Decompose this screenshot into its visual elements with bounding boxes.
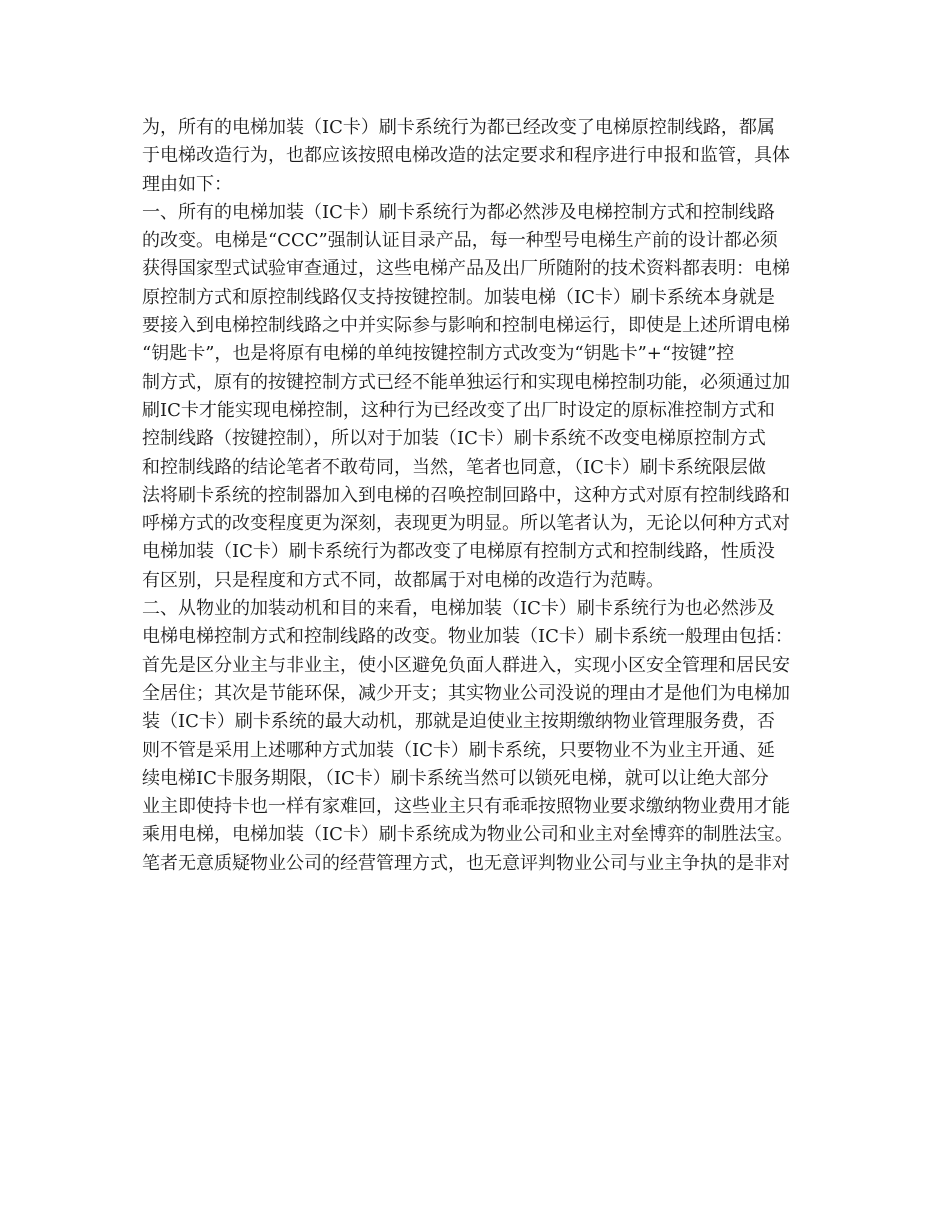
text-line: 原控制方式和原控制线路仅支持按键控制。加装电梯（IC卡）刷卡系统本身就是 xyxy=(142,286,775,308)
text-line: 要接入到电梯控制线路之中并实际参与影响和控制电梯运行，即使是上述所谓电梯 xyxy=(142,315,790,337)
text-line: 获得国家型式试验审查通过，这些电梯产品及出厂所随附的技术资料都表明：电梯 xyxy=(142,258,790,280)
text-line: 业主即使持卡也一样有家难回，这些业主只有乖乖按照物业要求缴纳物业费用才能 xyxy=(142,796,790,818)
text-line: 二、从物业的加装动机和目的来看，电梯加装（IC卡）刷卡系统行为也必然涉及 xyxy=(142,598,775,620)
document-body xyxy=(142,114,822,878)
text-line: 则不管是采用上述哪种方式加装（IC卡）刷卡系统，只要物业不为业主开通、延 xyxy=(142,739,775,761)
text-line: 续电梯IC卡服务期限，（IC卡）刷卡系统当然可以锁死电梯，就可以让绝大部分 xyxy=(142,767,769,789)
text-line: 电梯电梯控制方式和控制线路的改变。物业加装（IC卡）刷卡系统一般理由包括： xyxy=(142,626,793,648)
text-line: 笔者无意质疑物业公司的经营管理方式，也无意评判物业公司与业主争执的是非对 xyxy=(142,852,790,874)
text-line: “钥匙卡”，也是将原有电梯的单纯按键控制方式改变为“钥匙卡”+“按键”控 xyxy=(142,343,735,365)
text-line: 控制线路（按键控制），所以对于加装（IC卡）刷卡系统不改变电梯原控制方式 xyxy=(142,428,766,450)
text-line: 理由如下： xyxy=(142,173,232,195)
text-line: 和控制线路的结论笔者不敢苟同，当然，笔者也同意，（IC卡）刷卡系统限层做 xyxy=(142,456,766,478)
text-line: 电梯加装（IC卡）刷卡系统行为都改变了电梯原有控制方式和控制线路，性质没 xyxy=(142,541,775,563)
text-line: 于电梯改造行为，也都应该按照电梯改造的法定要求和程序进行申报和监管，具体 xyxy=(142,145,790,167)
text-line: 法将刷卡系统的控制器加入到电梯的召唤控制回路中，这种方式对原有控制线路和 xyxy=(142,484,790,506)
text-line: 刷IC卡才能实现电梯控制，这种行为已经改变了出厂时设定的原标准控制方式和 xyxy=(142,399,775,421)
text-line: 首先是区分业主与非业主，使小区避免负面人群进入，实现小区安全管理和居民安 xyxy=(142,654,790,676)
text-line: 呼梯方式的改变程度更为深刻，表现更为明显。所以笔者认为，无论以何种方式对 xyxy=(142,513,790,535)
text-line: 乘用电梯，电梯加装（IC卡）刷卡系统成为物业公司和业主对垒博弈的制胜法宝。 xyxy=(142,824,793,846)
text-line: 全居住；其次是节能环保，减少开支；其实物业公司没说的理由才是他们为电梯加 xyxy=(142,682,790,704)
text-line: 为，所有的电梯加装（IC卡）刷卡系统行为都已经改变了电梯原控制线路，都属 xyxy=(142,117,775,138)
text-line: 装（IC卡）刷卡系统的最大动机，那就是迫使业主按期缴纳物业管理服务费，否 xyxy=(142,711,775,733)
text-line: 一、所有的电梯加装（IC卡）刷卡系统行为都必然涉及电梯控制方式和控制线路 xyxy=(142,201,775,223)
text-line: 有区别，只是程度和方式不同，故都属于对电梯的改造行为范畴。 xyxy=(142,569,664,591)
text-line: 制方式，原有的按键控制方式已经不能单独运行和实现电梯控制功能，必须通过加 xyxy=(142,371,790,393)
text-line: 的改变。电梯是“CCC”强制认证目录产品，每一种型号电梯生产前的设计都必须 xyxy=(142,230,778,252)
